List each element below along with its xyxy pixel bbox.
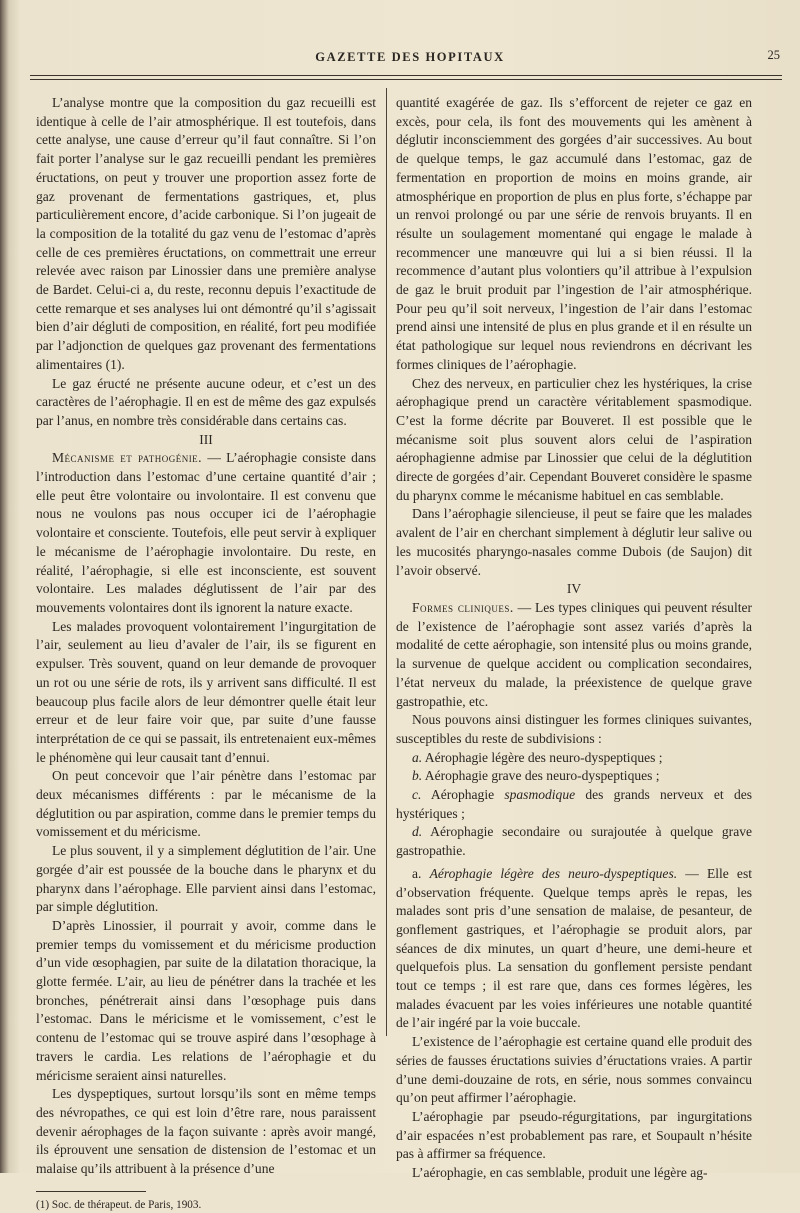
page-header [40,50,780,70]
list-text: Aérophagie secondaire ou surajoutée à quelque grave gastropathie. [396,824,752,859]
list-text: Aérophagie grave des neuro-dyspeptiques ; [422,768,660,784]
page-number: 25 [767,48,780,62]
left-column [36,94,376,1213]
paragraph-lead: Formes cliniques. [412,599,514,615]
paragraph: Le plus souvent, il y a simplement déglutition de l’air. Une gorgée d’air est poussée de la bouche dans le pharynx et du pharynx dans l’aérophage. Elle parvient ainsi dans l’estomac, par simple déglutition. [36,843,376,915]
paragraph-text: — Elle est d’observation fréquente. Quelque temps après le repas, les malades sont pris d’une sensation de malaise, de pesanteur, de gonflement gastriques, et l’aérophagie se produit alors, par séances de dix minutes, un quart d’heure, une demi-heure et quelquefois plus. La sensation du gonflement persiste pendant tout ce temps ; il est rare que, dans ces formes légères, les malades évacuent par les voies inférieures une notable quantité de l’air ingéré par la voie buccale. [396,865,752,1031]
paragraph-lead: Mécanisme et pathogénie. [52,450,203,466]
paragraph-lead-title: Aérophagie légère des neuro-dyspeptiques. [429,865,678,881]
list-item [396,823,752,860]
paragraph: Les malades provoquent volontairement l’ingurgitation de l’air, seulement au lieu d’avaler de l’air, ils se figurent en expulser. Très souvent, quand on leur demande de provoquer un rot ou une série de rots, ils y arrivent sans difficulté. Il est beaucoup plus facile alors de leur démontrer quelle était leur erreur et de leur faire voir que, par suite d’une fausse interprétation de ce qui se passait, ils entretenaient eux-mêmes le phénomène qui leur causait tant d’ennui. [36,618,376,765]
list-letter: a. [412,749,423,765]
list-text: Aérophagie légère des neuro-dyspeptiques ; [422,749,663,765]
section-heading: IV [566,581,582,597]
paragraph [36,449,376,617]
list-item [396,767,752,786]
footnote-rule [36,1191,146,1192]
list-text: Aérophagie [421,787,505,803]
paragraph [396,865,752,1033]
paragraph: Le gaz éructé ne présente aucune odeur, et c’est un des caractères de l’aérophagie. Il en est de même des gaz expulsés par l’anus, en nombre très considérable dans certains cas. [36,375,376,428]
paragraph: L’aérophagie, en cas semblable, produit une légère ag- [412,1165,708,1181]
header-rule-double [30,79,782,80]
paragraph-lead-letter: a. [412,865,422,881]
paragraph: L’aérophagie par pseudo-régurgitations, par ingurgitations d’air espacées n’est probablement pas rare, et Soupault n’hésite pas à affirmer sa fréquence. [396,1108,752,1162]
list-item [396,749,752,768]
list-emphasis: spasmodique [504,787,576,803]
section-heading: III [199,431,213,447]
paragraph: Les dyspeptiques, surtout lorsqu’ils sont en même temps des névropathes, ce qui est loin d’être rare, nous paraissent devenir aérophages de la façon suivante : après avoir mangé, ils éprouvent une sensation de distension de l’estomac et un malaise qu’ils attribuent à la présence d’une [36,1086,376,1177]
paragraph: On peut concevoir que l’air pénètre dans l’estomac par deux mécanismes différents : par le mécanisme de la déglutition ou par aspiration, comme dans le premier temps du vomissement et du méricisme. [36,768,376,840]
paragraph: L’existence de l’aérophagie est certaine quand elle produit des séries de fausses éructations suivies d’éructations vraies. A partir d’une demi-douzaine de rots, en série, nous sommes convaincu qu’on peut affirmer l’aérophagie. [396,1034,752,1106]
paragraph-text: — L’aérophagie consiste dans l’introduction dans l’estomac d’une certaine quantité d’air ; elle peut être volontaire ou involontaire. Il est convenu que nous ne voulons pas nous occuper ici de l’aérophagie volontaire et consciente. Toutefois, elle peut servir à expliquer le mécanisme de l’aérophagie involontaire. Du reste, en réalité, l’aérophagie, si elle est inconsciente, est souvent volontaire. Les malades déglutissent de l’air par des mouvements volontaires dont ils ignorent la nature exacte. [36,450,377,615]
paragraph: Dans l’aérophagie silencieuse, il peut se faire que les malades avalent de l’air en cherchant simplement à déglutir leur salive ou les mucosités pharyngo-nasales comme Dubois (de Saujon) dit l’avoir observé. [396,506,752,578]
list-item [396,786,752,823]
paragraph-text: — Les types cliniques qui peuvent résulter de l’existence de l’aérophagie sont assez variés d’après la modalité de cette aérophagie, son intensité plus ou moins grande, la survenue de quelque accident ou complication secondaires, l’état nerveux du malade, la préexistence de quelque grave gastropathie, etc. [396,599,753,709]
paragraph: D’après Linossier, il pourrait y avoir, comme dans le premier temps du vomissement et du méricisme production d’un vide œsophagien, par suite de la dilatation thoracique, la glotte fermée. L’air, au lieu de pénétrer dans la trachée et les bronches, pénétrerait ainsi dans l’œsophage puis dans l’estomac. Dans le méricisme et le vomissement, c’est le contenu de l’estomac qui se trouve aspiré dans l’œsophage à travers le cardia. Les relations de l’aérophagie et du méricisme seraient ainsi naturelles. [36,917,376,1083]
list-letter: b. [412,768,423,784]
footnote: (1) Soc. de thérapeut. de Paris, 1903. [36,1198,202,1211]
paragraph: L’analyse montre que la composition du gaz recueilli est identique à celle de l’air atmosphérique. Il est toutefois, dans cette analyse, une cause d’erreur qu’il faut connaître. Si l’on fait porter l’analyse sur le gaz recueilli pendant les premières éructations, on peut y trouver une proportion assez forte de gaz provenant de fermentations gastriques, et, plus particulièrement encore, d’acide carbonique. Si l’on jugeait de la composition de la totalité du gaz venu de l’estomac d’après celle de ces premières éructations, on commettrait une erreur relevée avec raison par Linossier dans une première analyse de Bardet. Celui-ci a, du reste, reconnu depuis l’exactitude de cette remarque et ses analyses lui ont démontré qu’il s’agissait bien d’air dégluti de composition, en réalité, fort peu modifiée par l’adjonction de quelques gaz provenant des fermentations alimentaires (1). [36,95,376,372]
paragraph: Nous pouvons ainsi distinguer les formes cliniques suivantes, susceptibles du reste de subdivisions : [396,712,752,746]
paragraph [396,599,752,711]
header-rule [30,75,782,76]
running-title: GAZETTE DES HOPITAUX [315,50,505,64]
list-letter: d. [412,824,423,840]
paragraph: quantité exagérée de gaz. Ils s’efforcent de rejeter ce gaz en excès, pour cela, ils font des mouvements qui les amènent à déglutir inconsciemment des gorgées d’air successives. Au bout de quelque temps, le gaz accumulé dans l’estomac, gaz de fermentation en proportion de moins en moins grande, air atmosphérique en proportion de plus en plus forte, s’échappe par un renvoi prolongé ou par une série de renvois bruyants. Il en résulte un soulagement momentané qui engage le malade à recommencer une manœuvre qui lui a si bien réussi. Il la recommence d’autant plus volontiers qu’il attribue à l’expulsion de gaz le bruit produit par l’ingestion de l’air atmosphérique. Pour peu qu’il soit nerveux, l’ingestion de l’air dans l’estomac prend ainsi une intensité de plus en plus grande et il en résulte un état pathologique sur lequel nous reviendrons en décrivant les formes cliniques de l’aérophagie. [396,95,752,372]
list-text: des grands nerveux et des hystériques ; [396,787,753,821]
right-column [396,94,752,1183]
paragraph: Chez des nerveux, en particulier chez les hystériques, la crise aérophagique prend un caractère véritablement spasmodique. C’est la forme décrite par Bouveret. Il est possible que le mécanisme soit plus souvent alors celui de l’aspiration aérophagienne admise par Linossier que celui de la déglutition directe de gorgées d’air. Cependant Bouveret considère le spasme du pharynx comme le mécanisme habituel en cas semblable. [396,375,752,503]
column-divider [386,88,387,1036]
list-letter: c. [412,787,422,803]
